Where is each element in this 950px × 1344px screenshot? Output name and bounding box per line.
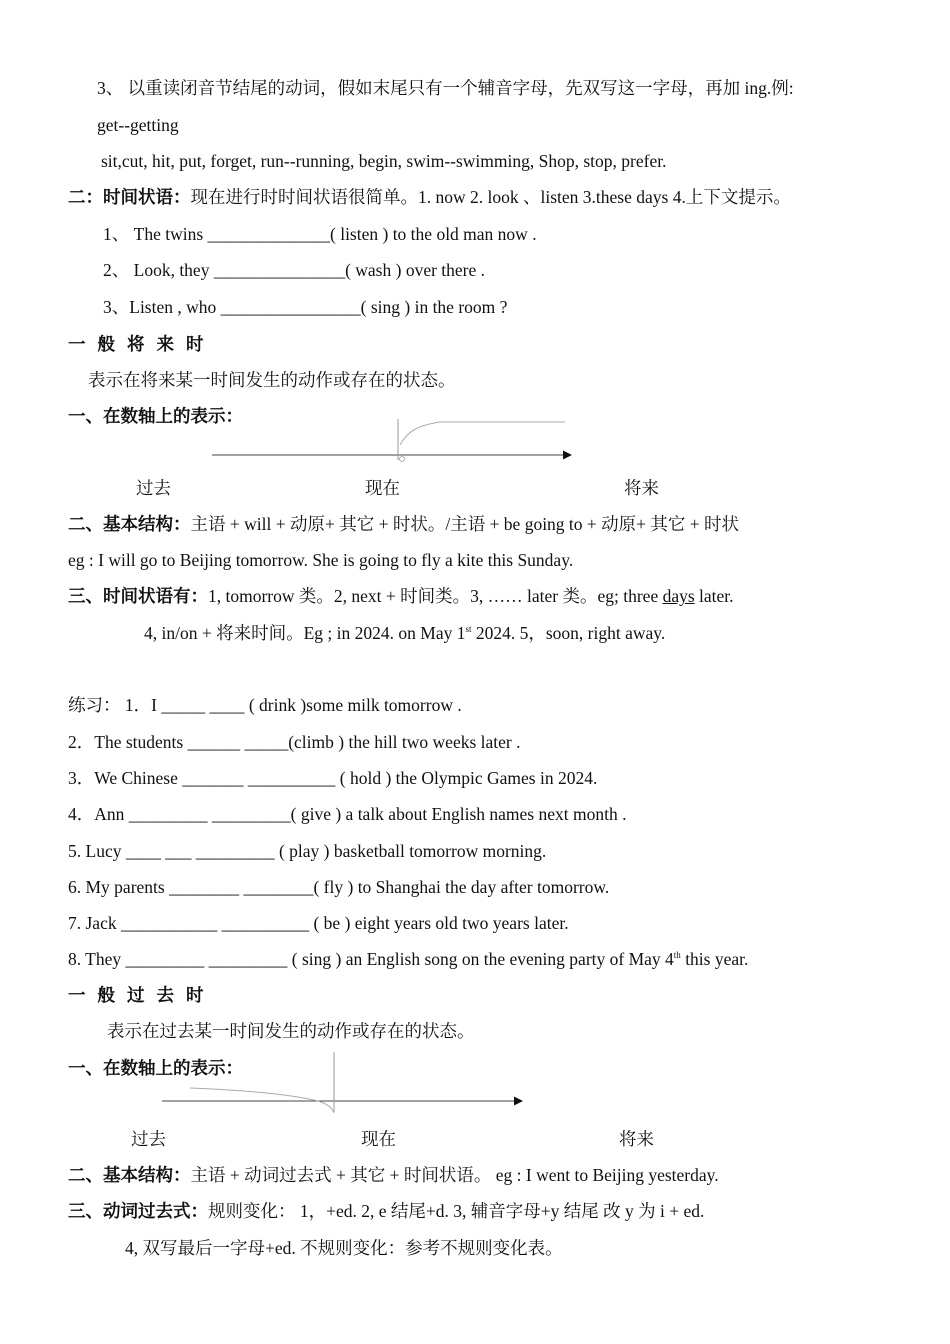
past-verb-label: 三、动词过去式： [68, 1201, 208, 1221]
future-label-future: 将来 [624, 478, 659, 498]
future-adverb-label: 三、时间状语有： [68, 586, 208, 606]
practice-item: 练习： 1．I _____ ____ ( drink )some milk tomorrow . [68, 695, 462, 715]
rule3-line2: get--getting [97, 115, 179, 135]
practice-item: 3．We Chinese _______ __________ ( hold ) the Olympic Games in 2024. [68, 768, 598, 788]
practice8-tail: this year. [680, 949, 749, 969]
future-axis-heading: 一、在数轴上的表示： [68, 406, 243, 426]
time-adverb-line [68, 186, 791, 208]
continuous-exercise-2: 2、 Look, they _______________( wash ) over there . [103, 260, 486, 280]
practice-item: 7. Jack ___________ __________ ( be ) eight years old two years later. [68, 913, 569, 933]
future-adverb-underlined: days [662, 586, 695, 606]
future-example: eg : I will go to Beijing tomorrow. She is going to fly a kite this Sunday. [68, 550, 574, 570]
past-verb-line [68, 1200, 704, 1222]
practice-item-8 [68, 948, 748, 970]
past-axis-arrowhead [514, 1097, 523, 1106]
future-adverb2-sup: st [465, 624, 472, 635]
practice-item: 5. Lucy ____ ___ _________ ( play ) basketball tomorrow morning. [68, 841, 547, 861]
past-title: 一般过去时 [68, 985, 216, 1005]
practice-item: 6. My parents ________ ________( fly ) to Shanghai the day after tomorrow. [68, 877, 610, 897]
future-label-present: 现在 [365, 478, 400, 498]
practice-item: 4．Ann _________ _________( give ) a talk about English names next month . [68, 804, 627, 824]
past-definition: 表示在过去某一时间发生的动作或存在的状态。 [107, 1021, 475, 1041]
rule3-line1: 3、 以重读闭音节结尾的动词，假如末尾只有一个辅音字母，先双写这一字母，再加 ing.例: [97, 78, 794, 98]
future-adverb2-tail: 2024. 5，soon, right away. [471, 623, 666, 643]
practice-item: 2．The students ______ _____(climb ) the hill two weeks later . [68, 732, 521, 752]
past-axis-heading: 一、在数轴上的表示： [68, 1058, 243, 1078]
rule3-line3: sit,cut, hit, put, forget, run--running, begin, swim--swimming, Shop, stop, prefer. [101, 151, 667, 171]
future-adverb-text: 1, tomorrow 类。2, next + 时间类。3, …… later 类。eg; three [208, 586, 663, 606]
time-adverb-text: 现在进行时时间状语很简单。1. now 2. look 、listen 3.these days 4.上下文提示。 [190, 187, 791, 207]
future-adverb2-text: 4, in/on + 将来时间。Eg ; in 2024. on May 1 [144, 623, 466, 643]
future-action-curve [400, 422, 565, 445]
past-structure-label: 二、基本结构： [68, 1165, 191, 1185]
time-adverb-label: 二：时间状语： [68, 187, 191, 207]
future-structure-line [68, 513, 739, 535]
past-structure-text: 主语 + 动词过去式 + 其它 + 时间状语。 eg : I went to Beijing yesterday. [190, 1165, 719, 1185]
future-definition: 表示在将来某一时间发生的动作或存在的状态。 [88, 370, 456, 390]
future-present-dot [400, 457, 405, 462]
future-title: 一般将来时 [68, 334, 216, 354]
past-structure-line [68, 1164, 719, 1186]
future-structure-text: 主语 + will + 动原+ 其它 + 时状。/主语 + be going to + 动原+ 其它 + 时状 [190, 514, 740, 534]
practice8-sup: th [673, 950, 681, 961]
future-adverb-tail: later. [694, 586, 734, 606]
past-action-curve [190, 1088, 334, 1113]
future-adverb-line [68, 585, 734, 607]
practice8-text: 8. They _________ _________ ( sing ) an English song on the evening party of May 4 [68, 949, 674, 969]
past-label-past: 过去 [131, 1129, 166, 1149]
future-adverb-line2 [144, 622, 665, 644]
past-verb-line2: 4, 双写最后一字母+ed. 不规则变化：参考不规则变化表。 [125, 1238, 563, 1258]
past-label-future: 将来 [619, 1129, 654, 1149]
future-structure-label: 二、基本结构： [68, 514, 191, 534]
past-label-present: 现在 [361, 1129, 396, 1149]
future-label-past: 过去 [136, 478, 171, 498]
past-verb-text: 规则变化： 1，+ed. 2, e 结尾+d. 3, 辅音字母+y 结尾 改 y 为 i + ed. [208, 1201, 705, 1221]
continuous-exercise-1: 1、 The twins ______________( listen ) to the old man now . [103, 224, 537, 244]
continuous-exercise-3: 3、Listen , who ________________( sing ) in the room ? [103, 297, 508, 317]
future-axis-arrowhead [563, 451, 572, 460]
